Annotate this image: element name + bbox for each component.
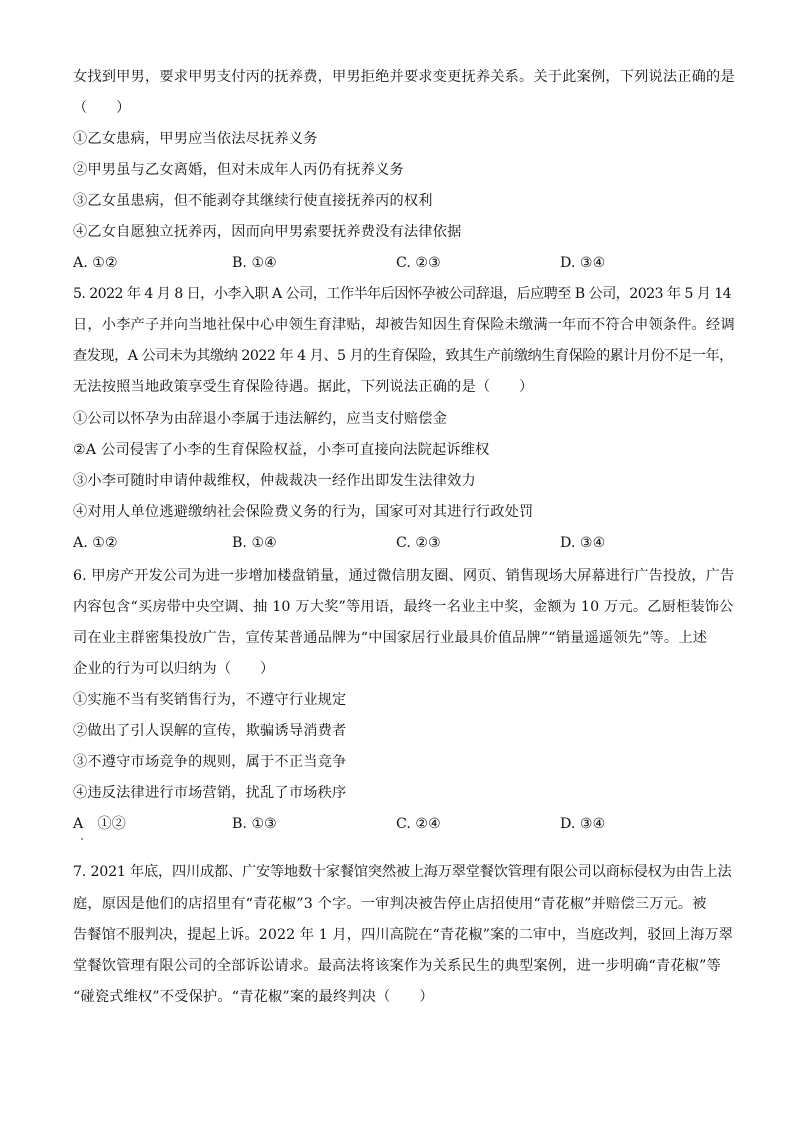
- question-4-statement-4: ④乙女自愿独立抚养丙，因而向甲男索要抚养费没有法律依据: [73, 224, 462, 240]
- question-5-statement-4: ④对用人单位逃避缴纳社会保险费义务的行为，国家可对其进行行政处罚: [73, 504, 534, 520]
- question-5-statement-2: ②A 公司侵害了小李的生育保险权益，小李可直接向法院起诉维权: [73, 442, 490, 458]
- option-c[interactable]: C. ②③: [396, 255, 441, 271]
- question-6-stem-line: 内容包含“买房带中央空调、抽 10 万大奖”等用语，最终一名业主中奖，金额为 10 万元。乙厨柜装饰公: [73, 599, 734, 615]
- option-b[interactable]: B. ①④: [232, 535, 277, 551]
- question-6-statement-4: ④违反法律进行市场营销，扰乱了市场秩序: [73, 785, 347, 801]
- option-d[interactable]: D. ③④: [560, 535, 606, 551]
- question-5-stem-line: 无法按照当地政策享受生育保险待遇。据此，下列说法正确的是（ ）: [73, 379, 534, 395]
- question-7-stem-line: “碰瓷式维权”不受保护。“青花椒”案的最终判决（ ）: [73, 989, 434, 1005]
- question-7-stem-line: 庭，原因是他们的店招里有“青花椒”3 个字。一审判决被告停止店招使用“青花椒”并赔偿三万元。被: [73, 896, 707, 912]
- question-6-stem-line: 6. 甲房产开发公司为进一步增加楼盘销量，通过微信朋友圈、网页、销售现场大屏幕进行广告投放，广告: [73, 568, 735, 584]
- option-c[interactable]: C. ②③: [396, 535, 441, 551]
- question-5-stem-line: 日，小李产子并向当地社保中心申领生育津贴，却被告知因生育保险未缴满一年而不符合申领条件。经调: [73, 317, 735, 333]
- question-5-stem-line: 5. 2022 年 4 月 8 日，小李入职 A 公司，工作半年后因怀孕被公司辞退，后应聘至 B 公司，2023 年 5 月 14: [73, 286, 732, 302]
- question-5-stem-line: 查发现，A 公司未为其缴纳 2022 年 4 月、5 月的生育保险，致其生产前缴纳生育保险的累计月份不足一年，: [73, 348, 733, 364]
- option-b[interactable]: B. ①③: [232, 816, 277, 832]
- question-6-statement-2: ②做出了引人误解的宣传，欺骗诱导消费者: [73, 723, 347, 739]
- question-7-stem-line: 告餐馆不服判决，提起上诉。2022 年 1 月，四川高院在“青花椒”案的二审中，当庭改判，驳回上海万翠: [73, 927, 733, 943]
- question-4-statement-2: ②甲男虽与乙女离婚，但对未成年人丙仍有抚养义务: [73, 162, 404, 178]
- question-4-options: [73, 253, 733, 273]
- option-d[interactable]: D. ③④: [560, 255, 606, 271]
- option-a[interactable]: A. ①②: [73, 535, 118, 551]
- question-6-stem-line: 司在业主群密集投放广告，宣传某普通品牌为“中国家居行业最具价值品牌”“销量遥遥领先”等。上述: [73, 630, 708, 646]
- question-5-statement-3: ③小李可随时申请仲裁维权，仲裁裁决一经作出即发生法律效力: [73, 473, 476, 489]
- question-6-stem-line: 企业的行为可以归纳为（ ）: [73, 661, 275, 677]
- question-5-statement-1: ①公司以怀孕为由辞退小李属于违法解约，应当支付赔偿金: [73, 411, 448, 427]
- option-a[interactable]: A. ①②: [73, 255, 118, 271]
- option-d[interactable]: D. ③④: [560, 816, 606, 832]
- question-4-stem-line: 女找到甲男，要求甲男支付丙的抚养费，甲男拒绝并要求变更抚养关系。关于此案例，下列说法正确的是: [73, 69, 735, 85]
- question-7-stem-line: 7. 2021 年底，四川成都、广安等地数十家餐馆突然被上海万翠堂餐饮管理有限公司以商标侵权为由告上法: [73, 864, 732, 880]
- question-6-statement-3: ③不遵守市场竞争的规则，属于不正当竞争: [73, 754, 347, 770]
- option-b[interactable]: B. ①④: [232, 255, 277, 271]
- question-7-stem-line: 堂餐饮管理有限公司的全部诉讼请求。最高法将该案作为关系民生的典型案例，进一步明确“青花椒”等: [73, 958, 721, 974]
- question-6-options: [73, 814, 733, 834]
- question-4-answer-bracket: （ ）: [73, 100, 131, 116]
- stray-mark: [81, 838, 83, 840]
- question-4-statement-1: ①乙女患病，甲男应当依法尽抚养义务: [73, 131, 318, 147]
- question-4-statement-3: ③乙女虽患病，但不能剥夺其继续行使直接抚养丙的权利: [73, 193, 433, 209]
- option-a[interactable]: A ①②: [73, 816, 126, 832]
- question-6-statement-1: ①实施不当有奖销售行为，不遵守行业规定: [73, 692, 347, 708]
- option-c[interactable]: C. ②④: [396, 816, 441, 832]
- question-5-options: [73, 533, 733, 553]
